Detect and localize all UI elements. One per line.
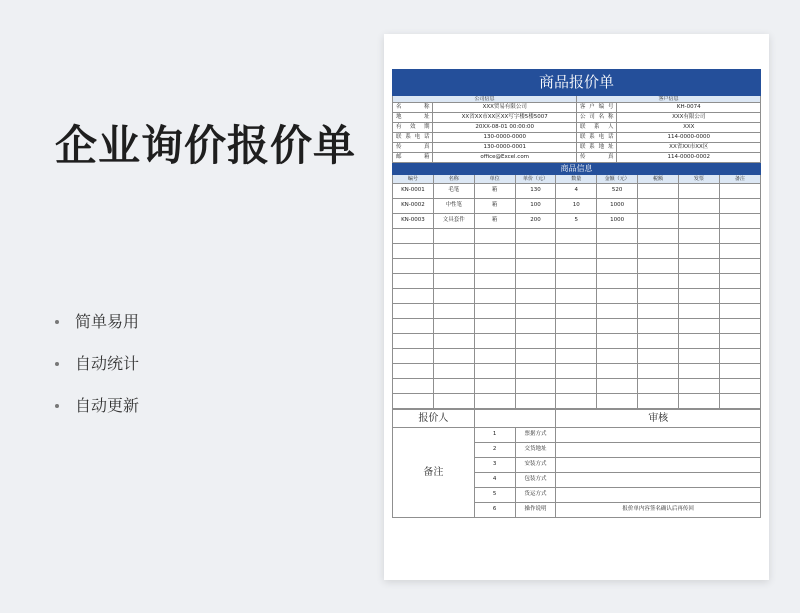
table-cell[interactable] [719,229,760,244]
remark-item-value[interactable] [556,428,761,443]
table-cell[interactable] [474,229,515,244]
table-cell[interactable] [515,274,556,289]
table-cell[interactable] [719,199,760,214]
table-cell[interactable] [638,259,679,274]
table-cell[interactable] [678,349,719,364]
customer-field-value: XX省XX市XX区 [617,143,761,153]
table-cell[interactable] [719,349,760,364]
table-cell[interactable] [556,244,597,259]
feature-item [55,392,139,434]
table-row [393,304,761,319]
table-cell[interactable] [393,394,434,409]
info-row [393,113,761,123]
customer-field-value: 114-0000-0002 [617,153,761,163]
table-row [393,289,761,304]
table-cell[interactable]: 520 [597,184,638,199]
remark-number: 4 [474,473,515,488]
table-cell[interactable] [474,334,515,349]
header-table [392,69,761,163]
table-cell[interactable] [433,229,474,244]
customer-field-label: 联系人 [576,123,616,133]
feature-label: 自动更新 [75,396,140,415]
table-cell[interactable] [433,289,474,304]
table-cell[interactable] [433,379,474,394]
table-row [393,229,761,244]
table-cell[interactable] [597,289,638,304]
table-cell[interactable]: 箱 [474,214,515,229]
table-cell[interactable] [719,259,760,274]
table-cell[interactable] [474,394,515,409]
table-cell[interactable]: 10 [556,199,597,214]
feature-item [55,350,139,392]
customer-field-value: 114-0000-0000 [617,133,761,143]
remark-number: 1 [474,428,515,443]
table-cell[interactable] [433,364,474,379]
table-cell[interactable]: KN-0002 [393,199,434,214]
table-cell[interactable] [433,319,474,334]
remark-rows [393,428,761,518]
table-cell[interactable] [597,244,638,259]
remark-item-value[interactable]: 报价单内容签名确认后再传回 [556,503,761,518]
table-cell[interactable] [638,199,679,214]
table-row [393,364,761,379]
table-cell[interactable] [719,394,760,409]
bullet-dot-icon [55,362,59,366]
table-row [393,244,761,259]
table-cell[interactable] [556,229,597,244]
remark-item-value[interactable] [556,473,761,488]
column-header: 发票 [678,175,719,184]
table-cell[interactable] [393,244,434,259]
table-cell[interactable] [556,334,597,349]
table-cell[interactable] [678,379,719,394]
table-cell[interactable] [719,184,760,199]
remark-number: 5 [474,488,515,503]
table-cell[interactable] [678,184,719,199]
table-cell[interactable] [638,274,679,289]
table-cell[interactable] [433,274,474,289]
table-cell[interactable] [719,214,760,229]
table-cell[interactable] [678,394,719,409]
table-cell[interactable]: 4 [556,184,597,199]
company-field-label: 邮箱 [393,153,433,163]
table-cell[interactable] [474,364,515,379]
table-cell[interactable] [719,244,760,259]
table-cell[interactable] [474,319,515,334]
table-cell[interactable] [393,274,434,289]
table-cell[interactable]: 100 [515,199,556,214]
table-cell[interactable] [597,394,638,409]
table-cell[interactable] [393,304,434,319]
table-cell[interactable] [433,334,474,349]
table-cell[interactable] [638,394,679,409]
table-cell[interactable] [515,229,556,244]
remark-item-label: 货运方式 [515,488,556,503]
feature-list [55,308,139,434]
remark-number: 2 [474,443,515,458]
column-header: 编号 [393,175,434,184]
table-cell[interactable] [393,349,434,364]
table-cell[interactable] [474,349,515,364]
table-cell[interactable] [556,259,597,274]
table-cell[interactable] [719,304,760,319]
table-cell[interactable] [678,334,719,349]
table-cell[interactable] [638,379,679,394]
table-cell[interactable] [719,289,760,304]
table-row [393,394,761,409]
table-cell[interactable]: 200 [515,214,556,229]
sheet-title: 商品报价单 [393,70,761,96]
table-cell[interactable] [678,214,719,229]
table-cell[interactable]: 毛笔 [433,184,474,199]
table-cell[interactable] [474,379,515,394]
table-cell[interactable] [515,304,556,319]
feature-label: 简单易用 [75,312,140,331]
table-cell[interactable] [638,184,679,199]
customer-field-value: KH-0074 [617,103,761,113]
table-cell[interactable] [597,229,638,244]
remark-item-value[interactable] [556,488,761,503]
bullet-dot-icon [55,320,59,324]
table-cell[interactable] [638,349,679,364]
remark-item-value[interactable] [556,443,761,458]
column-header: 数量 [556,175,597,184]
table-cell[interactable] [678,259,719,274]
goods-table [392,163,761,409]
table-cell[interactable] [556,364,597,379]
promo-title: 企业询价报价单 [55,121,357,170]
table-cell[interactable]: 1000 [597,199,638,214]
table-cell[interactable] [433,244,474,259]
remark-number: 6 [474,503,515,518]
table-cell[interactable]: 箱 [474,184,515,199]
table-row [393,199,761,214]
remark-item-label: 交货地址 [515,443,556,458]
table-cell[interactable] [678,229,719,244]
table-cell[interactable] [515,379,556,394]
company-field-label: 有效期 [393,123,433,133]
table-cell[interactable]: 130 [515,184,556,199]
table-cell[interactable] [638,289,679,304]
table-cell[interactable] [638,304,679,319]
company-field-value: 130-0000-0000 [433,133,577,143]
table-cell[interactable] [474,304,515,319]
table-row [393,259,761,274]
table-cell[interactable] [515,349,556,364]
table-row [393,274,761,289]
table-cell[interactable] [393,319,434,334]
table-cell[interactable] [638,214,679,229]
table-cell[interactable]: KN-0003 [393,214,434,229]
table-cell[interactable] [719,379,760,394]
table-cell[interactable] [515,244,556,259]
company-info-header: 公司信息 [393,96,577,103]
column-header: 金额（元） [597,175,638,184]
table-cell[interactable] [678,319,719,334]
quoter-signature-field[interactable] [474,410,556,428]
customer-field-label: 联系电话 [576,133,616,143]
table-cell[interactable] [638,319,679,334]
info-row [393,143,761,153]
table-cell[interactable] [638,229,679,244]
table-cell[interactable]: KN-0001 [393,184,434,199]
table-cell[interactable] [433,349,474,364]
table-row [393,184,761,199]
goods-column-headers [393,175,761,184]
quoter-label: 报价人 [393,410,475,428]
customer-field-value: XXX [617,123,761,133]
remark-item-label: 包装方式 [515,473,556,488]
info-row [393,133,761,143]
table-row [393,379,761,394]
table-cell[interactable] [393,259,434,274]
goods-info-header: 商品信息 [393,164,761,175]
table-cell[interactable] [638,364,679,379]
company-field-value: 130-0000-0001 [433,143,577,153]
company-field-value: office@Excel.com [433,153,577,163]
table-row [393,214,761,229]
table-cell[interactable] [515,364,556,379]
table-cell[interactable] [678,274,719,289]
table-cell[interactable] [556,274,597,289]
company-field-label: 传真 [393,143,433,153]
info-row [393,153,761,163]
quotation-sheet-preview [384,34,769,580]
table-cell[interactable] [597,259,638,274]
table-cell[interactable] [393,379,434,394]
customer-field-label: 联系地址 [576,143,616,153]
table-cell[interactable] [433,304,474,319]
table-cell[interactable] [678,304,719,319]
table-row [393,349,761,364]
table-cell[interactable] [393,364,434,379]
customer-field-label: 传真 [576,153,616,163]
remark-number: 3 [474,458,515,473]
table-cell[interactable] [515,259,556,274]
company-field-value: XXX贸易有限公司 [433,103,577,113]
table-cell[interactable] [597,319,638,334]
company-field-value: 20XX-08-01 00:00:00 [433,123,577,133]
table-cell[interactable]: 5 [556,214,597,229]
table-cell[interactable]: 1000 [597,214,638,229]
table-cell[interactable] [556,394,597,409]
table-cell[interactable] [433,394,474,409]
table-cell[interactable] [556,349,597,364]
table-cell[interactable] [597,304,638,319]
table-cell[interactable] [556,289,597,304]
customer-field-label: 公司名称 [576,113,616,123]
reviewer-label: 审核 [556,410,761,428]
table-cell[interactable] [393,289,434,304]
company-field-value: XX省XX市XX区XX写字楼5楼5007 [433,113,577,123]
table-cell[interactable] [393,229,434,244]
column-header: 单价（元） [515,175,556,184]
table-cell[interactable] [597,364,638,379]
info-row [393,103,761,113]
company-field-label: 地址 [393,113,433,123]
remark-item-label: 安装方式 [515,458,556,473]
table-cell[interactable] [597,349,638,364]
company-field-label: 联系电话 [393,133,433,143]
table-cell[interactable] [393,334,434,349]
table-cell[interactable] [515,334,556,349]
column-header: 单位 [474,175,515,184]
table-cell[interactable] [515,289,556,304]
table-cell[interactable] [474,274,515,289]
company-field-label: 名称 [393,103,433,113]
table-cell[interactable] [678,364,719,379]
table-cell[interactable] [474,289,515,304]
info-row [393,123,761,133]
table-cell[interactable] [433,259,474,274]
footer-table [392,409,761,518]
feature-label: 自动统计 [75,354,140,373]
column-header: 税额 [638,175,679,184]
info-rows [393,103,761,163]
table-cell[interactable]: 文具套件 [433,214,474,229]
table-cell[interactable] [597,334,638,349]
table-cell[interactable] [556,379,597,394]
table-cell[interactable] [719,364,760,379]
table-cell[interactable] [678,244,719,259]
goods-rows [393,184,761,409]
customer-info-header: 客户信息 [576,96,760,103]
table-cell[interactable] [678,199,719,214]
bullet-dot-icon [55,404,59,408]
customer-field-label: 客户编号 [576,103,616,113]
table-row [393,319,761,334]
table-row [393,334,761,349]
table-cell[interactable] [678,289,719,304]
table-cell[interactable] [515,394,556,409]
table-cell[interactable] [638,244,679,259]
table-cell[interactable] [719,274,760,289]
remark-item-label: 操作说明 [515,503,556,518]
table-cell[interactable] [719,319,760,334]
table-cell[interactable] [515,319,556,334]
table-cell[interactable] [719,334,760,349]
quotation-sheet [392,69,761,518]
table-cell[interactable] [474,244,515,259]
feature-item [55,308,139,350]
customer-field-value: XXX有限公司 [617,113,761,123]
remark-row [393,428,761,443]
table-cell[interactable] [597,379,638,394]
remark-item-label: 票据方式 [515,428,556,443]
table-cell[interactable]: 中性笔 [433,199,474,214]
table-cell[interactable]: 箱 [474,199,515,214]
table-cell[interactable] [556,319,597,334]
remark-item-value[interactable] [556,458,761,473]
table-cell[interactable] [597,274,638,289]
column-header: 备注 [719,175,760,184]
table-cell[interactable] [556,304,597,319]
column-header: 名称 [433,175,474,184]
remarks-label: 备注 [393,428,475,518]
table-cell[interactable] [638,334,679,349]
table-cell[interactable] [474,259,515,274]
